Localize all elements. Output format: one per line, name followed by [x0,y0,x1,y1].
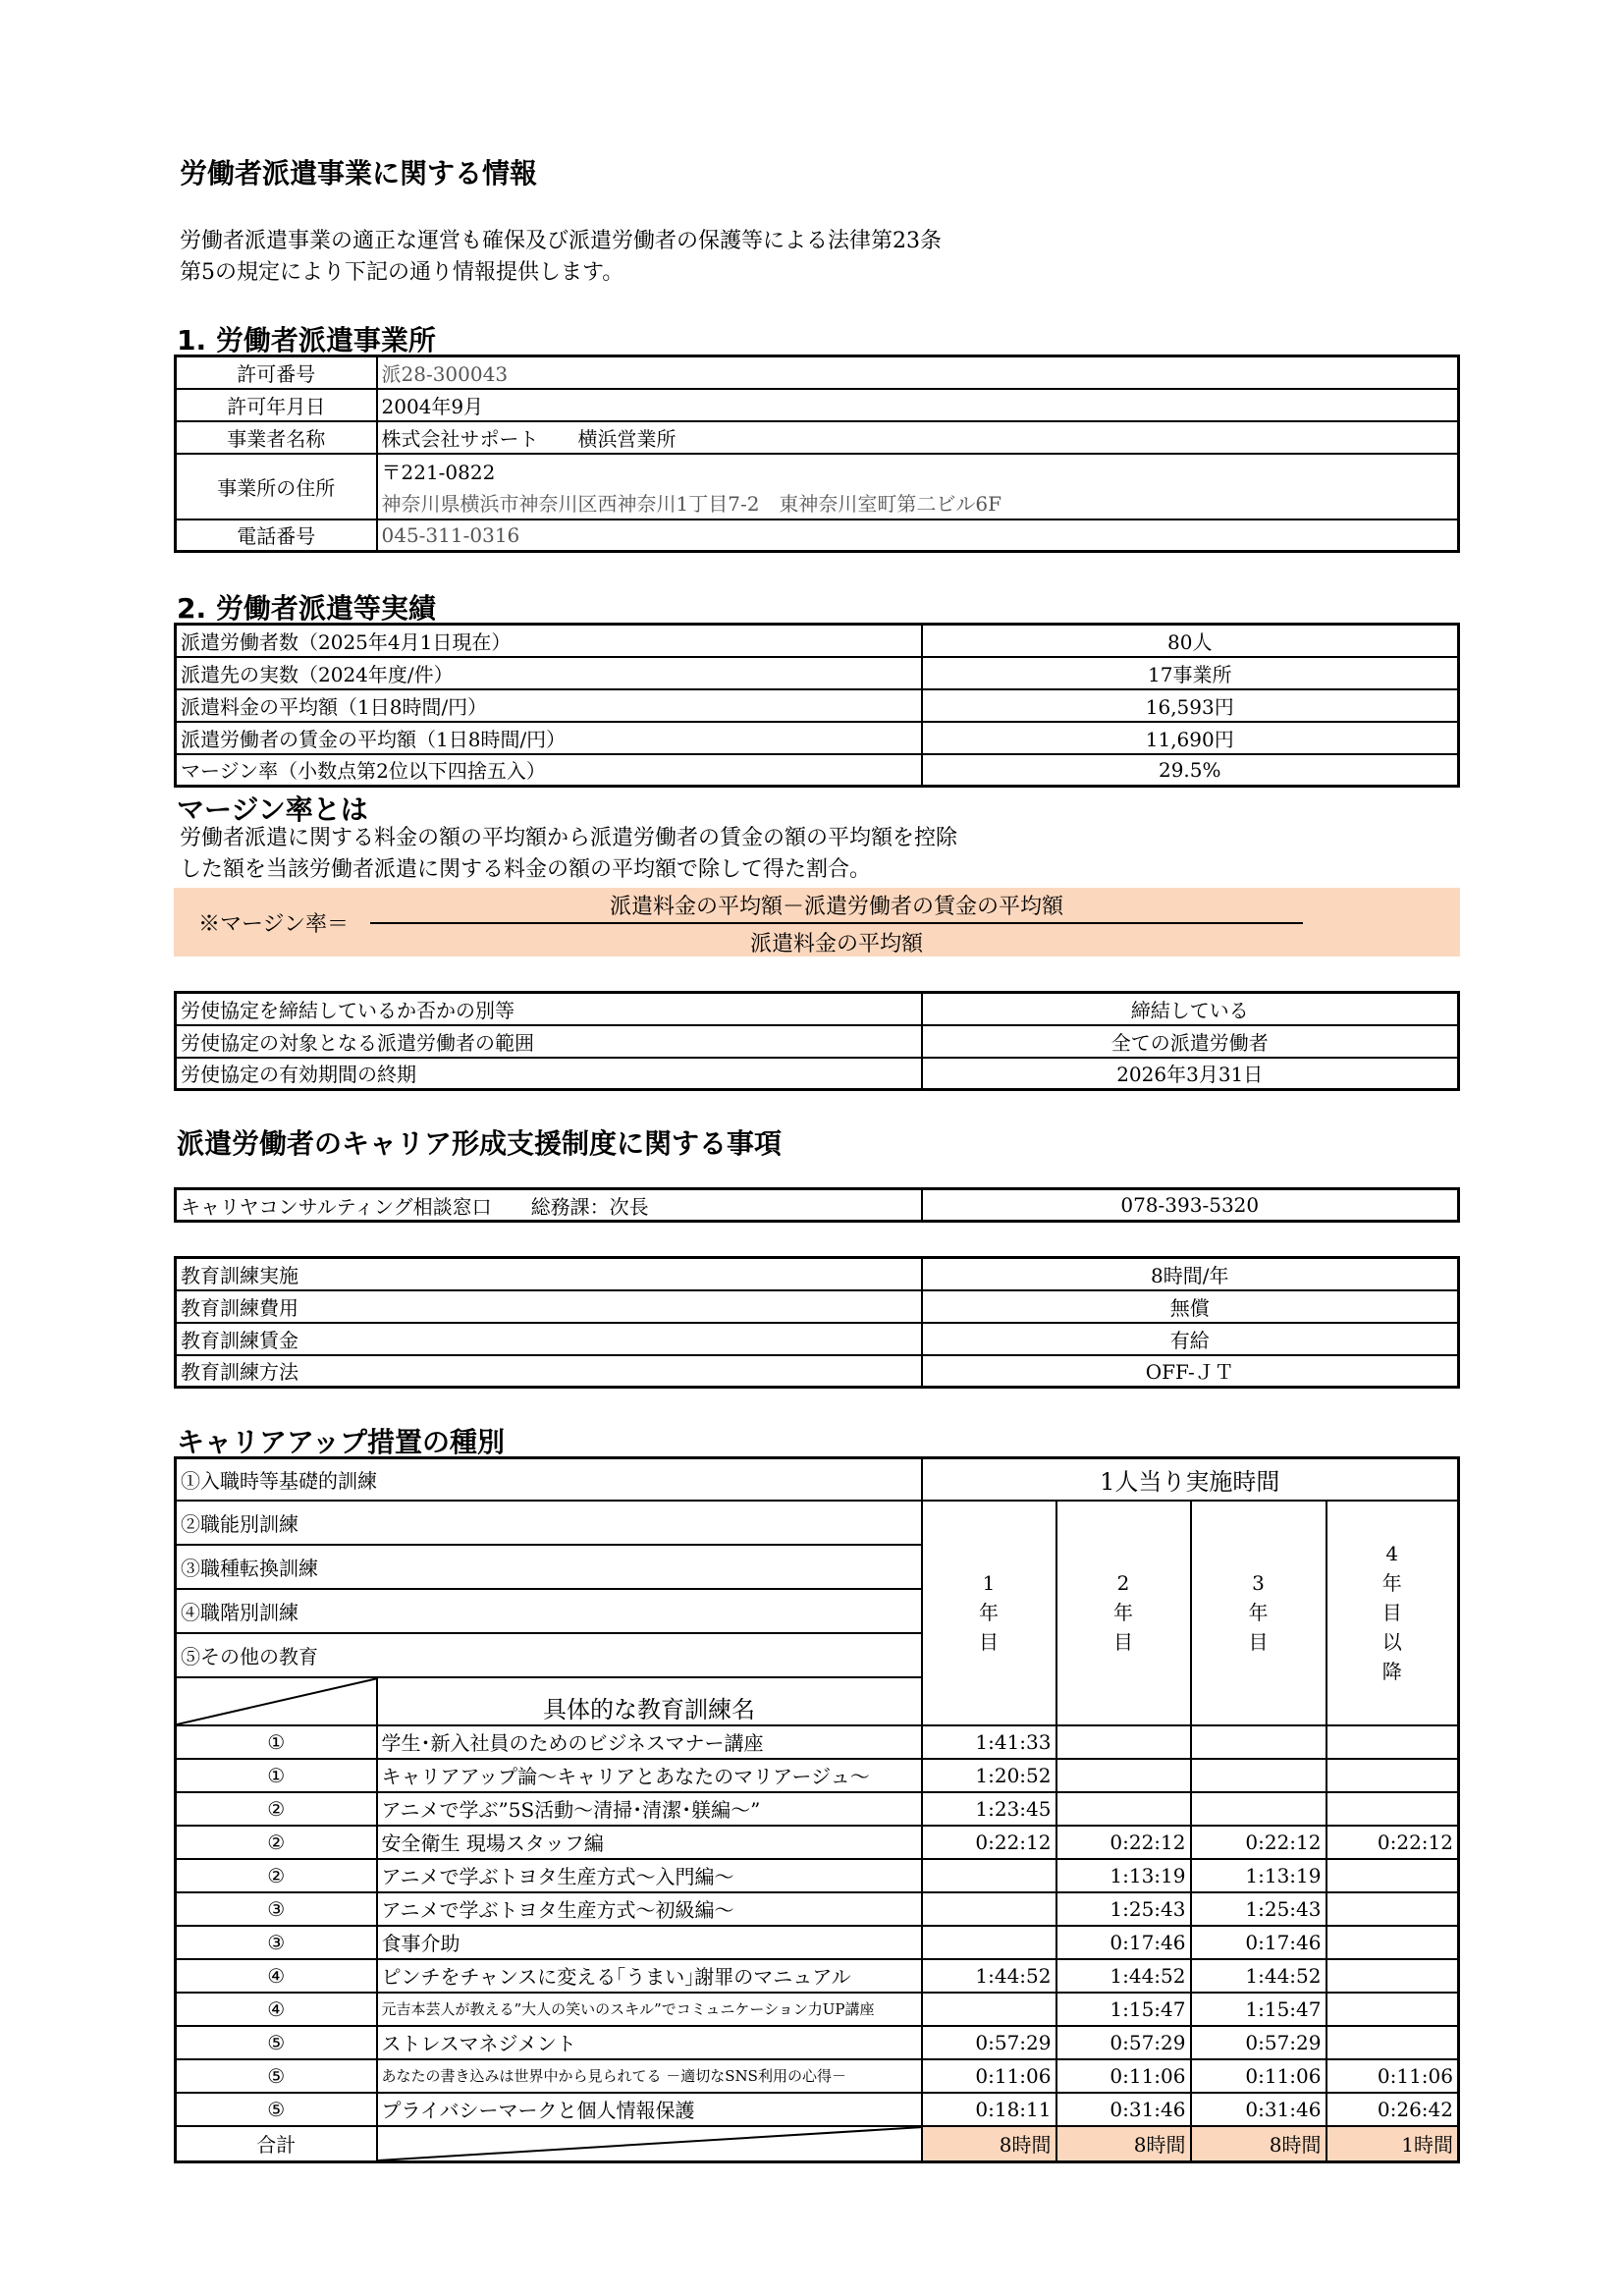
agreement-table [174,991,1460,1091]
result-value: 16,593円 [922,689,1459,722]
agreement-value: 2026年3月31日 [922,1058,1459,1090]
course-time-year-3: 1:13:19 [1191,1859,1326,1892]
course-row [176,2059,1459,2093]
course-time-year-4 [1326,1725,1459,1759]
name-value: 株式会社サポート 横浜営業所 [377,421,1459,454]
result-label: マージン率（小数点第2位以下四捨五入） [176,754,922,787]
course-row [176,2026,1459,2059]
type-3: ③職種転換訓練 [176,1545,922,1589]
course-time-year-2: 0:31:46 [1056,2093,1191,2126]
course-name: プライバシーマークと個人情報保護 [377,2093,922,2126]
course-time-year-1: 1:23:45 [922,1792,1056,1826]
results-heading: 2. 労働者派遣等実績 [177,592,436,625]
course-time-year-2: 0:11:06 [1056,2059,1191,2093]
course-type-number: ① [176,1759,377,1792]
margin-formula-box [174,888,1460,957]
course-time-year-2: 1:13:19 [1056,1859,1191,1892]
course-time-year-4 [1326,1959,1459,1993]
course-time-year-3: 1:25:43 [1191,1892,1326,1926]
course-type-number: ① [176,1725,377,1759]
course-time-year-3: 0:57:29 [1191,2026,1326,2059]
result-label: 派遣料金の平均額（1日8時間/円） [176,689,922,722]
formula-numerator: 派遣料金の平均額－派遣労働者の賃金の平均額 [609,895,1063,919]
course-time-year-4: 0:22:12 [1326,1826,1459,1859]
result-value: 11,690円 [922,722,1459,754]
course-name: 元吉本芸人が教える”大人の笑いのスキル”でコミュニケーション力UP講座 [377,1993,922,2026]
date-value: 2004年9月 [377,389,1459,421]
course-row [176,1759,1459,1792]
course-header: 具体的な教育訓練名 [377,1677,922,1725]
office-heading: 1. 労働者派遣事業所 [177,324,436,356]
course-time-year-2: 0:22:12 [1056,1826,1191,1859]
consult-label: キャリヤコンサルティング相談窓口 総務課：次長 [176,1189,922,1222]
training-value: 有給 [922,1323,1459,1355]
course-time-year-4: 0:26:42 [1326,2093,1459,2126]
course-type-number: ③ [176,1892,377,1926]
course-time-year-4 [1326,1926,1459,1959]
course-time-year-1: 0:22:12 [922,1826,1056,1859]
type-1: ①入職時等基礎的訓練 [176,1458,922,1501]
total-year-4: 1時間 [1326,2126,1459,2162]
course-time-year-1: 0:57:29 [922,2026,1056,2059]
course-name: 安全衛生 現場スタッフ編 [377,1826,922,1859]
course-row [176,1826,1459,1859]
course-type-number: ② [176,1826,377,1859]
office-table [174,355,1460,553]
course-time-year-3: 1:15:47 [1191,1993,1326,2026]
date-label: 許可年月日 [176,389,377,421]
result-value: 17事業所 [922,657,1459,689]
course-row [176,1859,1459,1892]
course-time-year-3 [1191,1759,1326,1792]
total-diagonal-cell [377,2126,922,2162]
careerup-heading: キャリアアップ措置の種別 [177,1426,506,1458]
agreement-label: 労使協定の有効期間の終期 [176,1058,922,1090]
training-label: 教育訓練方法 [176,1355,922,1388]
course-row [176,1892,1459,1926]
course-time-year-1: 1:41:33 [922,1725,1056,1759]
year-1-header: 1 年 目 [922,1501,1056,1725]
course-type-number: ⑤ [176,2093,377,2126]
course-type-number: ⑤ [176,2026,377,2059]
consult-table [174,1187,1460,1223]
course-row [176,2093,1459,2126]
training-label: 教育訓練費用 [176,1290,922,1323]
total-year-3: 8時間 [1191,2126,1326,2162]
course-time-year-3 [1191,1725,1326,1759]
course-name: アニメで学ぶトヨタ生産方式～入門編～ [377,1859,922,1892]
permit-value: 派28-300043 [377,356,1459,389]
type-5: ⑤その他の教育 [176,1633,922,1677]
agreement-label: 労使協定の対象となる派遣労働者の範囲 [176,1025,922,1058]
course-time-year-2: 0:17:46 [1056,1926,1191,1959]
tel-label: 電話番号 [176,519,377,552]
type-2: ②職能別訓練 [176,1501,922,1545]
course-time-year-1: 1:44:52 [922,1959,1056,1993]
course-row [176,1993,1459,2026]
careerup-table [174,1456,1460,2163]
course-row [176,1959,1459,1993]
results-table [174,623,1460,788]
course-name: あなたの書き込みは世界中から見られてる －適切なSNS利用の心得－ [377,2059,922,2093]
page-title: 労働者派遣事業に関する情報 [180,157,538,190]
diagonal-cell [176,1677,377,1725]
course-time-year-4: 0:11:06 [1326,2059,1459,2093]
course-time-year-4 [1326,1892,1459,1926]
course-name: ピンチをチャンスに変える｢うまい｣謝罪のマニュアル [377,1959,922,1993]
course-time-year-1 [922,1859,1056,1892]
course-time-year-4 [1326,1859,1459,1892]
training-value: 8時間/年 [922,1258,1459,1290]
year-4-header: 4 年 目 以 降 [1326,1501,1459,1725]
training-value: OFF-ＪＴ [922,1355,1459,1388]
course-time-year-4 [1326,1993,1459,2026]
course-type-number: ④ [176,1959,377,1993]
course-time-year-2 [1056,1792,1191,1826]
course-type-number: ② [176,1859,377,1892]
agreement-value: 締結している [922,993,1459,1025]
postal-code: 〒221-0822 [377,454,1459,487]
course-time-year-3: 0:11:06 [1191,2059,1326,2093]
intro-line-1: 労働者派遣事業の適正な運営も確保及び派遣労働者の保護等による法律第23条 [180,229,942,253]
address-value: 神奈川県横浜市神奈川区西神奈川1丁目7-2 東神奈川室町第二ビル6F [377,487,1459,519]
formula-label: ※マージン率＝ [198,912,350,937]
consult-phone: 078-393-5320 [922,1189,1459,1222]
result-label: 派遣労働者の賃金の平均額（1日8時間/円） [176,722,922,754]
formula-fraction-line [370,922,1303,924]
permit-label: 許可番号 [176,356,377,389]
course-name: 学生･新入社員のためのビジネスマナー講座 [377,1725,922,1759]
course-name: ストレスマネジメント [377,2026,922,2059]
training-label: 教育訓練賃金 [176,1323,922,1355]
address-label: 事業所の住所 [176,454,377,519]
course-name: アニメで学ぶトヨタ生産方式～初級編～ [377,1892,922,1926]
intro-line-2: 第5の規定により下記の通り情報提供します。 [180,260,624,285]
diagonal-line [177,1678,377,1724]
training-label: 教育訓練実施 [176,1258,922,1290]
year-3-header: 3 年 目 [1191,1501,1326,1725]
course-row [176,1725,1459,1759]
course-time-year-4 [1326,1759,1459,1792]
agreement-label: 労使協定を締結しているか否かの別等 [176,993,922,1025]
course-time-year-3 [1191,1792,1326,1826]
course-time-year-1 [922,1993,1056,2026]
course-name: 食事介助 [377,1926,922,1959]
course-time-year-1: 0:18:11 [922,2093,1056,2126]
tel-value: 045-311-0316 [377,519,1459,552]
total-label: 合計 [176,2126,377,2162]
result-label: 派遣労働者数（2025年4月1日現在） [176,625,922,657]
course-row [176,1792,1459,1826]
per-person-header: 1人当り実施時間 [922,1458,1459,1501]
result-value: 29.5% [922,754,1459,787]
course-time-year-3: 1:44:52 [1191,1959,1326,1993]
course-time-year-2: 1:25:43 [1056,1892,1191,1926]
course-row [176,1926,1459,1959]
course-type-number: ⑤ [176,2059,377,2093]
margin-text-2: した額を当該労働者派遣に関する料金の額の平均額で除して得た割合。 [180,857,872,882]
course-time-year-3: 0:17:46 [1191,1926,1326,1959]
name-label: 事業者名称 [176,421,377,454]
course-time-year-1 [922,1926,1056,1959]
training-table [174,1256,1460,1389]
course-time-year-2 [1056,1759,1191,1792]
total-diagonal-line [378,2127,922,2160]
margin-heading: マージン率とは [177,793,368,826]
course-time-year-2: 1:15:47 [1056,1993,1191,2026]
course-time-year-4 [1326,1792,1459,1826]
result-label: 派遣先の実数（2024年度/件） [176,657,922,689]
formula-denominator: 派遣料金の平均額 [749,932,923,957]
result-value: 80人 [922,625,1459,657]
total-year-1: 8時間 [922,2126,1056,2162]
agreement-value: 全ての派遣労働者 [922,1025,1459,1058]
course-time-year-3: 0:22:12 [1191,1826,1326,1859]
course-type-number: ② [176,1792,377,1826]
year-2-header: 2 年 目 [1056,1501,1191,1725]
margin-text-1: 労働者派遣に関する料金の額の平均額から派遣労働者の賃金の額の平均額を控除 [180,826,958,850]
training-value: 無償 [922,1290,1459,1323]
course-time-year-1: 1:20:52 [922,1759,1056,1792]
course-time-year-2: 1:44:52 [1056,1959,1191,1993]
course-time-year-3: 0:31:46 [1191,2093,1326,2126]
course-time-year-4 [1326,2026,1459,2059]
type-4: ④職階別訓練 [176,1589,922,1633]
course-type-number: ④ [176,1993,377,2026]
course-time-year-2: 0:57:29 [1056,2026,1191,2059]
total-year-2: 8時間 [1056,2126,1191,2162]
course-time-year-1 [922,1892,1056,1926]
course-time-year-1: 0:11:06 [922,2059,1056,2093]
course-name: キャリアアップ論～キャリアとあなたのマリアージュ～ [377,1759,922,1792]
course-type-number: ③ [176,1926,377,1959]
career-heading: 派遣労働者のキャリア形成支援制度に関する事項 [177,1127,783,1160]
course-name: アニメで学ぶ”5S活動～清掃･清潔･躾編～” [377,1792,922,1826]
course-time-year-2 [1056,1725,1191,1759]
